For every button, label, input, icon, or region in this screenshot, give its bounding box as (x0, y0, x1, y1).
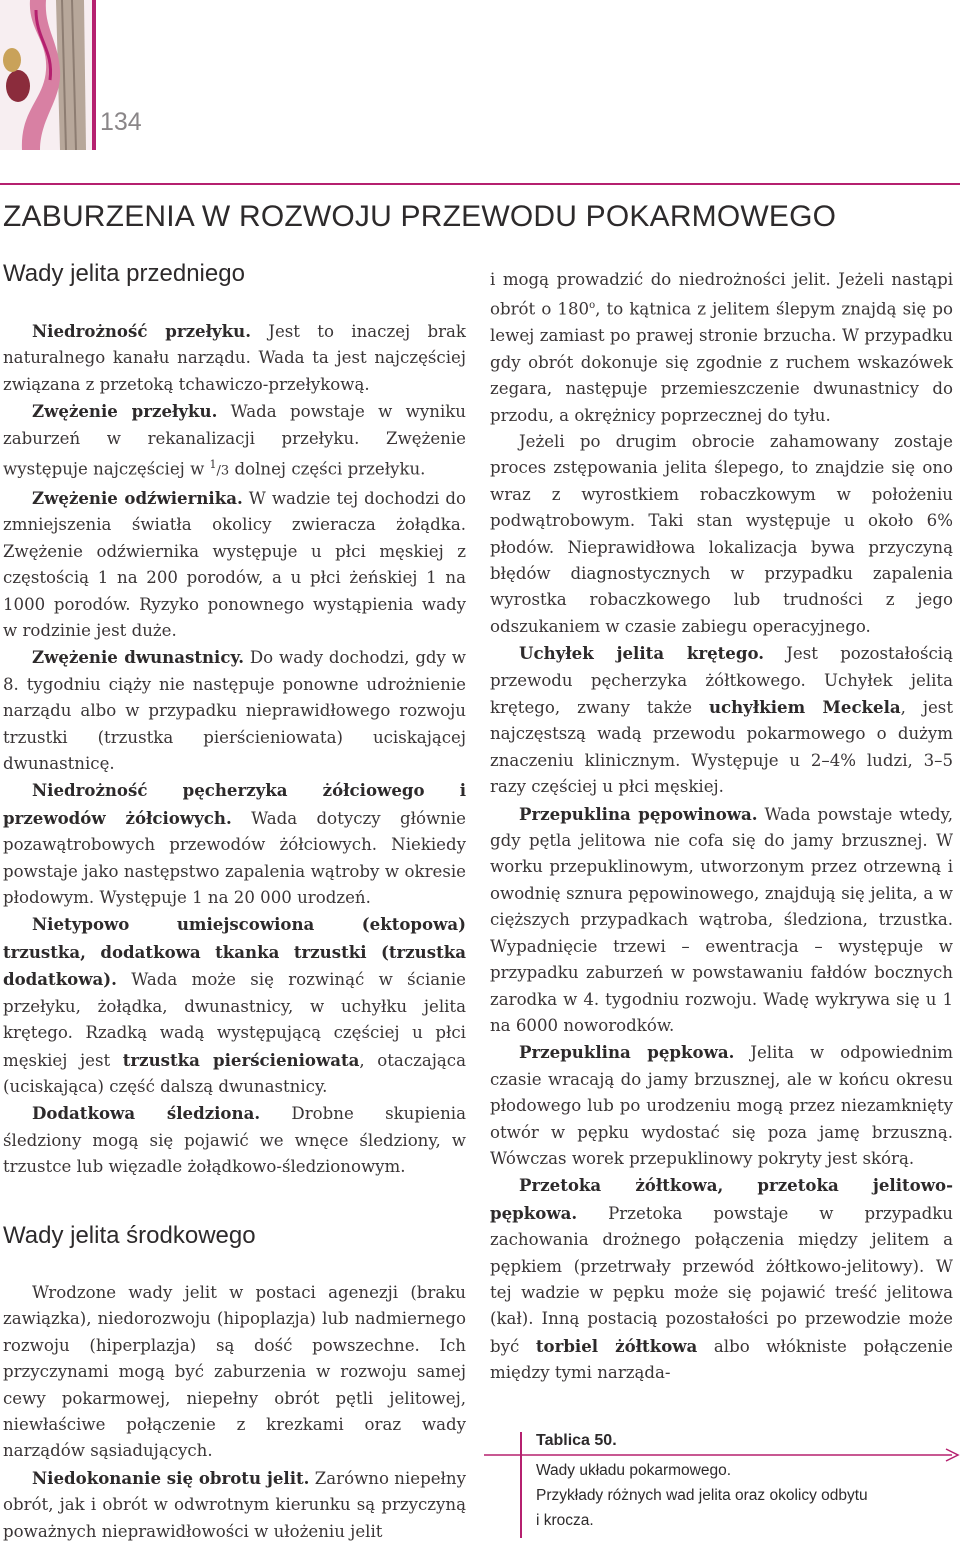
table-description: Wady układu pokarmowego. Przykłady różnych wad jelita oraz okolicy odbytu i krocza. (536, 1462, 868, 1529)
paragraph-vitelline-fistula: Przetoka żółtkowa, przetoka jelitowo-pępkowa. Przetoka powstaje w przypadku zachowania drożnego połączenia między jelitem a pępkiem (przetrwały przewód żółtkowo-jelitowy). W tej wadzie w pępku może się pojawić treść jelitowa (kał). Inną postacią pozostałości po przewodzie może być torbiel żółtkowa albo włókniste połączenie między tymi narząda- (490, 1175, 953, 1383)
page-number: 134 (100, 108, 142, 136)
paragraph-esophageal-atresia: Niedrożność przełyku. Jest to inaczej brak naturalnego kanału narządu. Wada ta jest najczęściej związana z przetoką tchawiczo-przełykową. (3, 321, 466, 394)
paragraph-ectopic-pancreas: Nietypowo umiejscowiona (ektopowa) trzustka, dodatkowa tkanka trzustki (trzustka dodatkowa). Wada może się rozwinąć w ścianie przełyku, żołądka, dwunastnicy, w uchyłku jelita krętego. Rzadką wadą występującą częściej u płci męskiej jest trzustka pierścieniowata, otaczająca (uciskająca) część dalszą dwunastnicy. (3, 914, 466, 1096)
paragraph-omphalocele: Przepuklina pępowinowa. Wada powstaje wtedy, gdy pętla jelitowa nie cofa się do jamy brzusznej. W worku przepuklinowym, utworzonym przez otrzewną i owodnię sznura pępowinowego, znajdują się jelita, a w cięższych przypadkach wątroba, śledziona, trzustka. Wypadnięcie trzewi – ewentracja – występuje w przypadku zaburzeń w powstawaniu fałdów bocznych zarodka w 4. tygodniu rozwoju. Wadę wykrywa się u 1 na 6000 noworodków. (490, 803, 954, 1035)
paragraph-esophageal-stenosis: Zwężenie przełyku. Wada powstaje w wyniku zaburzeń w rekanalizacji przełyku. Zwężenie występuje najczęściej w $^1$/3 dolnej części przełyku. (3, 401, 466, 479)
paragraph-malrotation-continued: i mogą prowadzić do niedrożności jelit. Jeżeli nastąpi obrót o 180$^o$, to kątnica z jelitem ślepym znajdą się po lewej zamiast po prawej stronie brzucha. W przypadku gdy obrót dokonuje się zgodnie z ruchem wskazówek zegara, następuje przemieszczenie dwunastnicy do przodu, a okrężnicy poprzecznej do tyłu. (490, 270, 953, 425)
header-accent-bar (92, 0, 96, 150)
chapter-title: ZABURZENIA W ROZWOJU PRZEWODU POKARMOWEGO (3, 200, 837, 233)
header-divider (0, 183, 960, 185)
table-label: Tablica 50. (536, 1432, 617, 1449)
paragraph-pyloric-stenosis: Zwężenie odźwiernika. W wadzie tej dochodzi do zmniejszenia światła okolicy zwieracza żołądka. Zwężenie odźwiernika występuje u płci męskiej z częstością 1 na 200 porodów, a u płci żeńskiej 1 na 1000 porodów. Ryzyko ponownego wystąpienia wady w rodzinie jest duże. (3, 487, 466, 640)
paragraph-duodenal-stenosis: Zwężenie dwunastnicy. Do wady dochodzi, gdy w 8. tygodniu ciąży nie następuje ponowne udrożnienie narządu albo w przypadku nieprawidłowego rozwoju trzustki (trzustka pierścieniowata) uciskającej dwunastnicę. (3, 647, 466, 774)
paragraph-midgut-intro: Wrodzone wady jelit w postaci agenezji (braku zawiązka), niedorozwoju (hipoplazja) lub nadmiernego rozwoju (hiperplazja) są dość powszechne. Ich przyczynami mogą być zaburzenia w rozwoju samej cewy pokarmowej, niepełny obrót pętli jelitowej, niewłaściwe połączenie z krezkami oraz wady narządów sąsiadujących. (3, 1283, 466, 1461)
section-heading-foregut: Wady jelita przedniego (3, 260, 245, 287)
paragraph-malrotation: Niedokonanie się obrotu jelit. Zarówno niepełny obrót, jak i obrót w odwrotnym kierunku są przyczyną poważnych nieprawidłowości w ułożeniu jelit (3, 1467, 466, 1541)
left-column-upper (3, 318, 466, 1181)
paragraph-biliary-atresia: Niedrożność pęcherzyka żółciowego i przewodów żółciowych. Wada dotyczy głównie pozawątrobowych przewodów żółciowych. Niekiedy powstaje jako następstwo zapalenia wątroby w okresie płodowym. Występuje 1 na 20 000 urodzeń. (3, 780, 466, 908)
paragraph-umbilical-hernia: Przepuklina pępkowa. Jelita w odpowiednim czasie wracają do jamy brzusznej, ale w końcu okresu płodowego lub po urodzeniu mogą przez niezamknięty otwór w pępku wydostać się poza jamę brzuszną. Wówczas worek przepuklinowy pokryty jest skórą. (490, 1042, 953, 1168)
right-column (490, 267, 953, 1387)
paragraph-accessory-spleen: Dodatkowa śledziona. Drobne skupienia śledziony mogą się pojawić we wnęce śledziony, w trzustce lub więzadle żołądkowo-śledzionowym. (3, 1103, 466, 1177)
paragraph-cecum-descent: Jeżeli po drugim obrocie zahamowany zostaje proces zstępowania jelita ślepego, to znajdzie się ono wraz z wyrostkiem robaczkowym w położeniu podwątrobowym. Taki stan występuje u około 6% płodów. Nieprawidłowa lokalizacja bywa przyczyną błędów diagnostycznych w przypadku zapalenia wyrostka robaczkowego lub trudności z jego odszukaniem w czasie zabiegu operacyjnego. (490, 431, 953, 636)
section-heading-midgut: Wady jelita środkowego (3, 1222, 256, 1249)
table-reference (520, 1432, 960, 1533)
digestive-organs-illustration-icon (0, 0, 92, 150)
paragraph-meckel-diverticulum: Uchyłek jelita krętego. Jest pozostałością przewodu pęcherzyka żółtkowego. Uchyłek jelita krętego, zwany także uchyłkiem Meckela, jest najczęstszą wadą przewodu pokarmowego o dużym znaczeniu klinicznym. Występuje u 2–4% ludzi, 3–5 razy częściej u płci męskiej. (490, 643, 953, 797)
left-column-lower (3, 1280, 466, 1545)
